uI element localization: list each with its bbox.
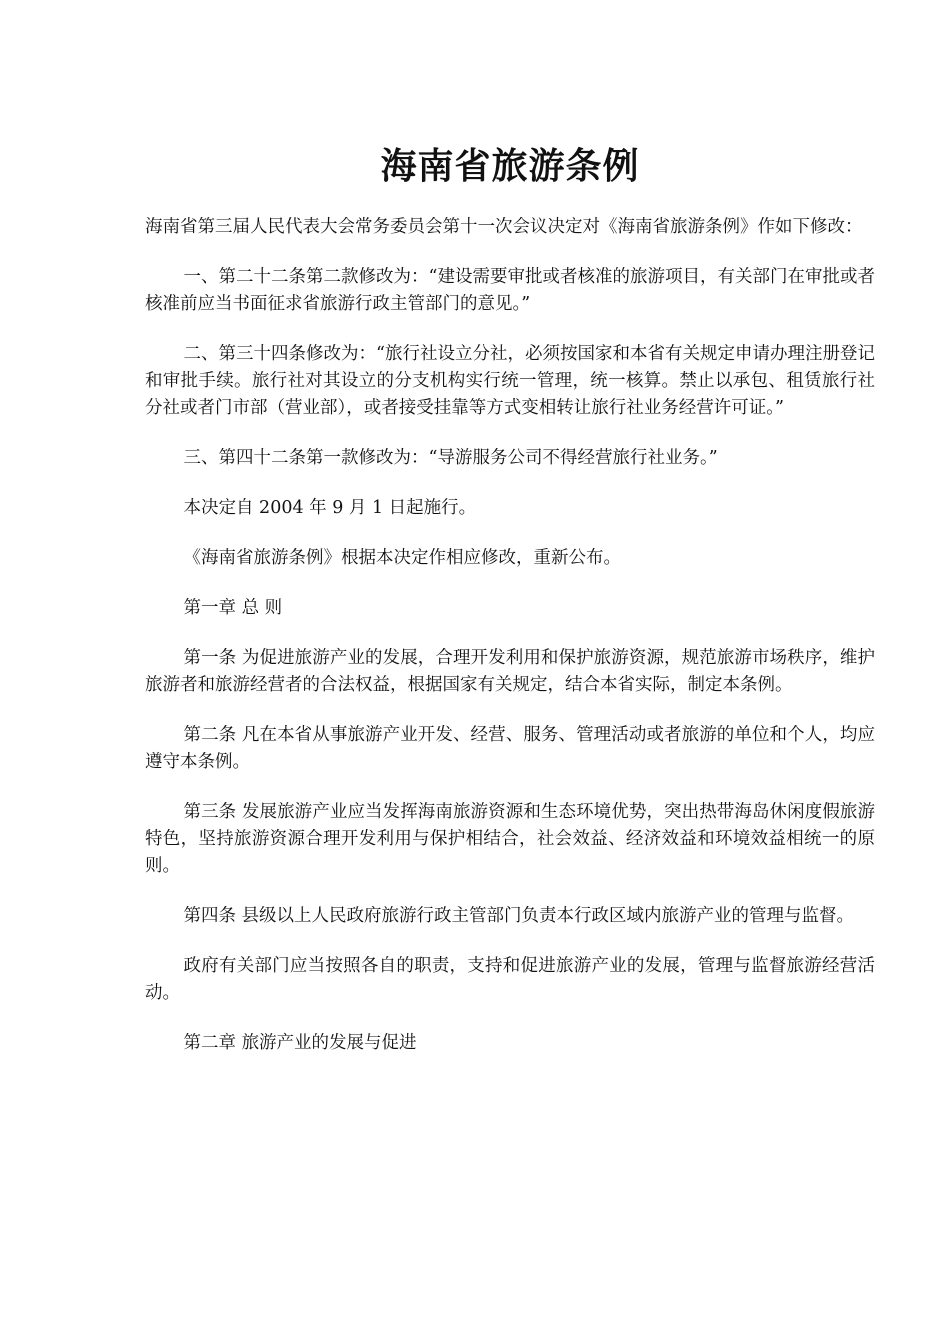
document-body xyxy=(145,214,875,1080)
paragraph: 海南省第三届人民代表大会常务委员会第十一次会议决定对《海南省旅游条例》作如下修改： xyxy=(145,217,863,237)
paragraph: 三、第四十二条第一款修改为：“导游服务公司不得经营旅行社业务。” xyxy=(183,448,718,468)
article-paragraph: 第一条 为促进旅游产业的发展，合理开发利用和保护旅游资源，规范旅游市场秩序，维护旅游者和旅游经营者的合法权益，根据国家有关规定，结合本省实际，制定本条例。 xyxy=(145,648,875,695)
article-paragraph: 第四条 县级以上人民政府旅游行政主管部门负责本行政区域内旅游产业的管理与监督。 xyxy=(183,906,855,926)
article-paragraph: 第二条 凡在本省从事旅游产业开发、经营、服务、管理活动或者旅游的单位和个人，均应遵守本条例。 xyxy=(145,725,875,772)
paragraph: 本决定自 2004 年 9 月 1 日起施行。 xyxy=(183,498,477,518)
paragraph: 政府有关部门应当按照各自的职责，支持和促进旅游产业的发展，管理与监督旅游经营活动。 xyxy=(145,956,875,1003)
paragraph: 一、第二十二条第二款修改为：“建设需要审批或者核准的旅游项目，有关部门在审批或者核准前应当书面征求省旅游行政主管部门的意见。” xyxy=(145,267,875,314)
paragraph: 《海南省旅游条例》根据本决定作相应修改，重新公布。 xyxy=(183,548,621,568)
chapter-heading: 第二章 旅游产业的发展与促进 xyxy=(183,1033,417,1053)
chapter-heading: 第一章 总 则 xyxy=(183,598,283,618)
article-paragraph: 第三条 发展旅游产业应当发挥海南旅游资源和生态环境优势，突出热带海岛休闲度假旅游特色，坚持旅游资源合理开发利用与保护相结合，社会效益、经济效益和环境效益相统一的原则。 xyxy=(145,802,875,876)
paragraph: 二、第三十四条修改为：“旅行社设立分社，必须按国家和本省有关规定申请办理注册登记和审批手续。旅行社对其设立的分支机构实行统一管理，统一核算。禁止以承包、租赁旅行社分社或者门市部（营业部），或者接受挂靠等方式变相转让旅行社业务经营许可证。” xyxy=(145,344,875,418)
document-title: 海南省旅游条例 xyxy=(380,145,640,187)
